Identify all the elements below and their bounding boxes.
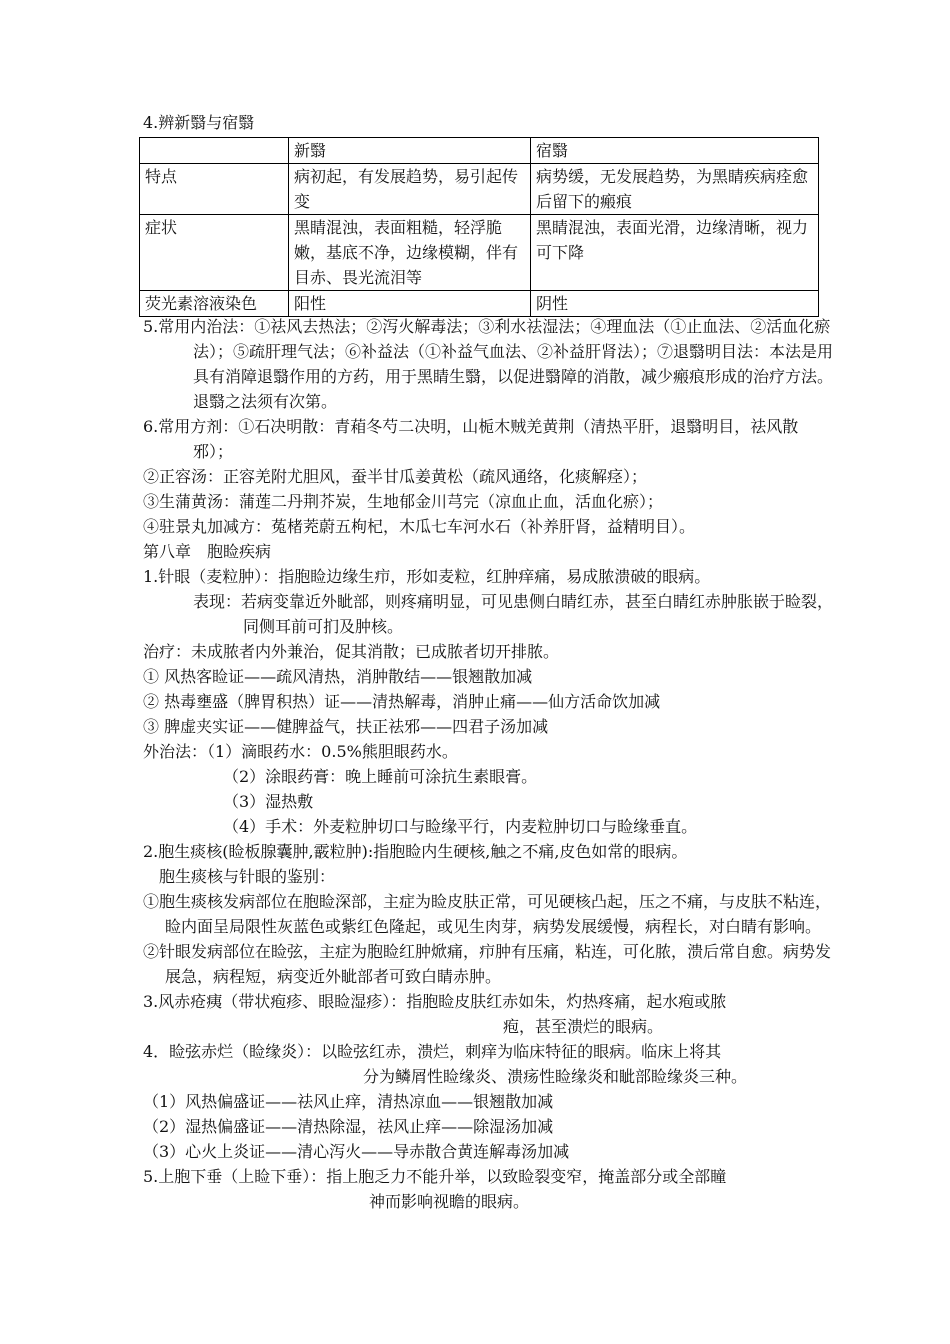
table-cell: 病势缓，无发展趋势，为黑睛疾病痊愈后留下的瘢痕 [531, 164, 819, 215]
external-treatment-item: （2）涂眼药膏：晚上睡前可涂抗生素眼膏。 [223, 767, 538, 786]
differentiation-item: ①胞生痰核发病部位在胞睑深部，主症为睑皮肤正常，可见硬核凸起，压之不痛，与皮肤不粘连，睑内面呈局限性灰蓝色或紫红色隆起，或见生肉芽，病势发展缓慢，病程长，对白睛有影响。 [143, 892, 832, 936]
table-header-cell [140, 138, 289, 164]
table-cell: 阳性 [289, 291, 531, 317]
syndrome-item: （1）风热偏盛证——祛风止痒，清热凉血——银翘散加减 [143, 1092, 554, 1111]
syndrome-item: （2）湿热偏盛证——清热除湿，祛风止痒——除湿汤加减 [143, 1117, 554, 1136]
syndrome-item: （3）心火上炎证——清心泻火——导赤散合黄连解毒汤加减 [143, 1142, 570, 1161]
disease-definition: 3.风赤疮痍（带状疱疹、眼睑湿疹）：指胞睑皮肤红赤如朱，灼热疼痛，起水疱或脓 [143, 992, 727, 1011]
syndrome-item: ① 风热客睑证——疏风清热，消肿散结——银翘散加减 [143, 667, 533, 686]
external-treatment-item: （4）手术：外麦粒肿切口与睑缘平行，内麦粒肿切口与睑缘垂直。 [223, 817, 698, 836]
row-label: 症状 [140, 215, 289, 291]
treatment-text: 治疗：未成脓者内外兼治，促其消散；已成脓者切开排脓。 [143, 642, 560, 661]
syndrome-item: ③ 脾虚夹实证——健脾益气，扶正祛邪——四君子汤加减 [143, 717, 549, 736]
prescription-item: ②正容汤：正容羌附尤胆风，蚕半甘瓜姜黄松（疏风通络，化痰解痉）； [143, 467, 648, 486]
differentiation-item: ②针眼发病部位在睑弦，主症为胞睑红肿焮痛，疖肿有压痛，粘连，可化脓，溃后常自愈。病势发展急，病程短，病变近外眦部者可致白睛赤肿。 [143, 942, 832, 986]
disease-definition-cont: 神而影响视瞻的眼病。 [369, 1192, 530, 1211]
prescription-item: ④驻景丸加减方：菟楮茺蔚五枸杞，木瓜七车河水石（补养肝肾，益精明目）。 [143, 517, 696, 536]
table-cell: 病初起，有发展趋势，易引起传变 [289, 164, 531, 215]
disease-definition-cont: 疱，甚至溃烂的眼病。 [503, 1017, 664, 1036]
chapter-heading: 第八章 胞睑疾病 [143, 542, 272, 561]
table-row [140, 291, 819, 317]
table-header-row [140, 138, 819, 164]
table-cell: 阴性 [531, 291, 819, 317]
disease-definition: 4．睑弦赤烂（睑缘炎）：以睑弦红赤，溃烂，刺痒为临床特征的眼病。临床上将其 [143, 1042, 722, 1061]
external-treatment-item: 外治法：（1）滴眼药水：0.5%熊胆眼药水。 [143, 742, 458, 761]
table-cell: 黑睛混浊，表面光滑，边缘清晰，视力可下降 [531, 215, 819, 291]
comparison-table [139, 137, 819, 317]
table-row [140, 164, 819, 215]
prescription-item: ③生蒲黄汤：蒲莲二丹荆芥炭，生地郁金川芎完（凉血止血，活血化瘀）； [143, 492, 664, 511]
disease-definition: 1.针眼（麦粒肿）：指胞睑边缘生疖，形如麦粒，红肿痒痛，易成脓溃破的眼病。 [143, 567, 711, 586]
disease-definition-cont: 分为鳞屑性睑缘炎、溃疡性睑缘炎和眦部睑缘炎三种。 [363, 1067, 748, 1086]
table-cell: 黑睛混浊，表面粗糙，轻浮脆嫩，基底不净，边缘模糊，伴有目赤、畏光流泪等 [289, 215, 531, 291]
row-label: 特点 [140, 164, 289, 215]
section-title: 4.辨新翳与宿翳 [143, 113, 255, 132]
paragraph-prescriptions: 6.常用方剂：①石决明散：青葙冬芍二决明，山栀木贼羌黄荆（清热平肝，退翳明目，祛风散邪）； [143, 417, 799, 461]
disease-definition: 5.上胞下垂（上睑下垂）：指上胞乏力不能升举，以致睑裂变窄，掩盖部分或全部瞳 [143, 1167, 727, 1186]
disease-definition: 2.胞生痰核(睑板腺囊肿,霰粒肿):指胞睑内生硬核,触之不痛,皮色如常的眼病。 [143, 842, 688, 861]
row-label: 荧光素溶液染色 [140, 291, 289, 317]
external-treatment-item: （3）湿热敷 [223, 792, 314, 811]
syndrome-item: ② 热毒壅盛（脾胃积热）证——清热解毒，消肿止痛——仙方活命饮加减 [143, 692, 661, 711]
table-header-cell: 新翳 [289, 138, 531, 164]
table-row [140, 215, 819, 291]
table-header-cell: 宿翳 [531, 138, 819, 164]
body-text [143, 314, 838, 1214]
paragraph-internal-methods: 5.常用内治法：①祛风去热法；②泻火解毒法；③利水祛湿法；④理血法（①止血法、②活血化瘀法）；⑤疏肝理气法；⑥补益法（①补益气血法、②补益肝肾法）；⑦退翳明目法：本法是用具有消障退翳作用的方药，用于黑睛生翳，以促进翳障的消散，减少瘢痕形成的治疗方法。退翳之法须有次第。 [143, 317, 834, 411]
disease-symptoms [143, 589, 838, 639]
differentiation-heading: 胞生痰核与针眼的鉴别： [159, 867, 336, 886]
symptoms-text: 表现：若病变靠近外眦部，则疼痛明显，可见患侧白睛红赤，甚至白睛红赤肿胀嵌于睑裂，同侧耳前可扪及肿核。 [193, 592, 834, 636]
